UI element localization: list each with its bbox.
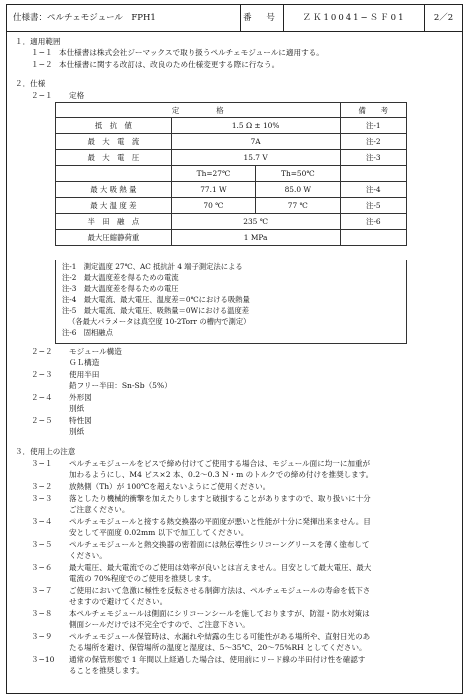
note-line: 注-1 測定温度 27℃、AC 抵抗計 4 端子測定法による xyxy=(62,262,243,271)
item-2-2-line: ＧＬ構造 xyxy=(69,358,100,367)
table-row xyxy=(56,230,407,246)
item-3-9-no: ３−９ xyxy=(31,632,53,641)
item-1-2-no: １−２ xyxy=(31,60,53,69)
row-note: 注-3 xyxy=(340,150,407,166)
item-3-2-line: 放熱側（Th）が 100℃を超えないようにご使用ください。 xyxy=(69,482,271,491)
item-3-3-line: 落としたり機械的衝撃を加えたりしますと破損することがありますので、取り扱いに十分 xyxy=(69,494,371,503)
rating-table xyxy=(55,102,407,246)
item-2-3-line: 鉛フリー半田：Sn-Sb（5%） xyxy=(69,381,172,390)
item-3-9-line: たる場所を避け、保管場所の温度と湿度は、5〜35℃、20〜75%RH としてください。 xyxy=(69,643,367,652)
item-3-4-line: 安として平面度 0.02mm 以下で加工してください。 xyxy=(69,528,249,537)
item-3-6-no: ３−６ xyxy=(31,563,53,572)
item-3-4-no: ３−４ xyxy=(31,517,53,526)
item-2-4-no: ２−４ xyxy=(31,393,53,402)
document-title: 仕様書：ペルチェモジュール FPH1 xyxy=(7,5,241,31)
item-3-7-line: ご使用において急激に極性を反転させる制御方法は、ペルチェモジュールの寿命を低下さ xyxy=(69,586,371,595)
column-rating-header: 定 格 xyxy=(56,103,341,118)
note-line: 注-2 最大温度差を得るための電流 xyxy=(62,273,179,282)
page-number: 2／2 xyxy=(433,13,454,23)
row-label: 最 大 電 流 xyxy=(56,134,172,150)
item-2-5-line: 別紙 xyxy=(69,427,85,436)
item-3-5-line: ペルチェモジュールと熱交換器の密着面には熱伝導性シリコーングリースを薄く塗布して xyxy=(69,540,370,549)
item-3-5-line: ください。 xyxy=(69,551,107,560)
note-line: 注-4 最大電流、最大電圧、温度差＝0℃における吸熱量 xyxy=(62,295,250,304)
item-2-4-line: 別紙 xyxy=(69,404,85,413)
row-value-th27: 70 ℃ xyxy=(171,198,255,214)
section-1-heading: １．適用範囲 xyxy=(15,37,61,46)
item-3-1-line: 加わるようにし、M4 ビス×2 本、0.2〜0.3 N・m のトルクでの締め付けを推奨します。 xyxy=(69,470,374,479)
table-row xyxy=(56,150,407,166)
item-3-9-line: ペルチェモジュール保管時は、水漏れや結露の生じる可能性がある場所や、直射日光のあ xyxy=(69,632,371,641)
item-2-1-label: 定格 xyxy=(69,91,85,100)
row-label: 半 田 融 点 xyxy=(56,214,172,230)
item-1-1-no: １−１ xyxy=(31,48,53,57)
item-3-6-line: 電流の 70%程度でのご使用を推奨します。 xyxy=(69,574,216,583)
row-value-th50: 77 ℃ xyxy=(256,198,340,214)
row-value: 1 MPa xyxy=(171,230,340,246)
item-2-2-line: モジュール構造 xyxy=(69,347,122,356)
section-2-heading: ２．仕様 xyxy=(15,79,46,88)
item-3-7-line: せますので避けてください。 xyxy=(69,597,168,606)
spec-sheet-page xyxy=(6,4,463,694)
item-3-3-line: ご注意ください。 xyxy=(69,505,130,514)
item-3-6-line: 最大電圧、最大電流でのご使用は効率が良いとは言えません。目安として最大電圧、最大 xyxy=(69,563,372,572)
item-3-2-no: ３−２ xyxy=(31,482,53,491)
note-line: （各最大パラメータは真空度 10-2Torr の槽内で測定） xyxy=(68,317,251,326)
item-3-5-no: ３−５ xyxy=(31,540,53,549)
item-2-1-no: ２−１ xyxy=(31,91,53,100)
document-number: ＺＫ10041−ＳＦ01 xyxy=(284,5,425,31)
note-line: 注-3 最大温度差を得るための電圧 xyxy=(62,284,179,293)
item-2-3-no: ２−３ xyxy=(31,370,53,379)
row-note: 注-6 xyxy=(340,214,407,230)
item-3-10-line: 通常の保管形態で 1 年間以上経過した場合は、使用前にリード線の半田付け性を確認す xyxy=(69,655,366,664)
item-1-2-text: 本仕様書に関する改訂は、改良のため仕様変更する際に行なう。 xyxy=(59,60,280,69)
number-label: 番 号 xyxy=(241,5,284,31)
item-2-4-line: 外形図 xyxy=(69,393,92,402)
row-value: 235 ℃ xyxy=(171,214,340,230)
item-3-1-no: ３−１ xyxy=(31,459,53,468)
column-remarks-header: 備 考 xyxy=(340,103,407,118)
item-3-7-no: ３−７ xyxy=(31,586,53,595)
row-label: 抵 抗 値 xyxy=(56,118,172,134)
section-3-heading: ３．使用上の注意 xyxy=(15,447,76,456)
item-3-10-line: ることを推奨します。 xyxy=(69,666,144,675)
item-3-8-line: 側面シールだけでは不完全ですので、ご注意下さい。 xyxy=(69,620,250,629)
th-50-header: Th=50℃ xyxy=(256,166,340,182)
item-3-8-no: ３−８ xyxy=(31,609,53,618)
header-bar xyxy=(7,5,462,32)
row-value: 7A xyxy=(171,134,340,150)
item-1-1-text: 本仕様書は株式会社ジーマックスで取り扱うペルチェモジュールに適用する。 xyxy=(59,48,324,57)
table-row xyxy=(56,166,407,182)
row-label: 最 大 吸 熱 量 xyxy=(56,182,172,198)
table-row xyxy=(56,198,407,214)
row-note: 注-1 xyxy=(340,118,407,134)
row-note: 注-2 xyxy=(340,134,407,150)
item-2-2-no: ２−２ xyxy=(31,347,53,356)
table-notes xyxy=(55,260,407,344)
row-note xyxy=(340,230,407,246)
th-27-header: Th=27℃ xyxy=(171,166,255,182)
row-label: 最 大 温 度 差 xyxy=(56,198,172,214)
table-row xyxy=(56,118,407,134)
row-label: 最 大 電 圧 xyxy=(56,150,172,166)
table-row xyxy=(56,214,407,230)
row-value: 15.7 V xyxy=(171,150,340,166)
row-value-th50: 85.0 W xyxy=(256,182,340,198)
item-2-5-line: 特性図 xyxy=(69,416,92,425)
row-value: 1.5 Ω ± 10% xyxy=(171,118,340,134)
item-3-4-line: ペルチェモジュールと接する熱交換器の平面度が悪いと性能が十分に発揮出来ません。目 xyxy=(69,517,371,526)
note-line: 注-5 最大電流、最大電圧、吸熱量＝0Wにおける温度差 xyxy=(62,306,250,315)
row-note: 注-4 xyxy=(340,182,407,198)
table-row xyxy=(56,182,407,198)
item-3-10-no: ３−10 xyxy=(31,655,55,664)
item-3-3-no: ３−３ xyxy=(31,494,53,503)
item-2-3-line: 使用半田 xyxy=(69,370,100,379)
note-line: 注-6 固相融点 xyxy=(62,328,113,337)
row-value-th27: 77.1 W xyxy=(171,182,255,198)
item-3-8-line: 本ペルチェモジュールは側面にシリコーンシールを施しておりますが、防湿・防水対策は xyxy=(69,609,370,618)
row-label: 最大圧縮静荷重 xyxy=(56,230,172,246)
item-3-1-line: ペルチェモジュールをビスで締め付けてご使用する場合は、モジュール面に均一に加重が xyxy=(69,459,371,468)
table-row xyxy=(56,134,407,150)
item-2-5-no: ２−５ xyxy=(31,416,53,425)
row-note: 注-5 xyxy=(340,198,407,214)
